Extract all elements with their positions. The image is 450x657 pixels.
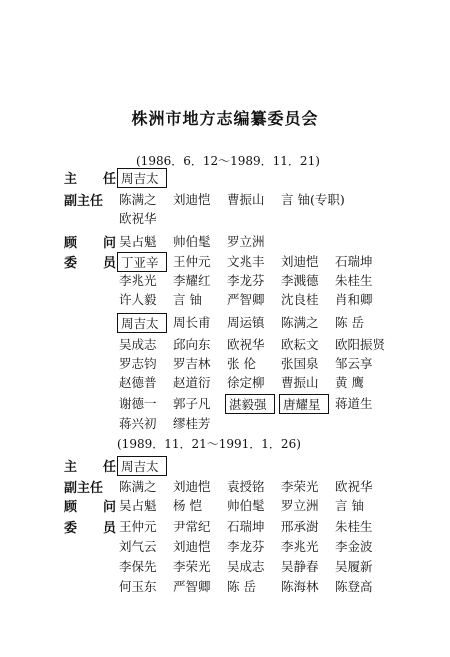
term1-member-row [117, 290, 387, 308]
person-name: 严智卿 [173, 579, 211, 594]
term1-vice-label: 副主任 [64, 194, 104, 209]
person-name: 尹常纪 [173, 519, 211, 534]
term1-member-row [117, 373, 387, 391]
person-name: 曹振山 [227, 192, 265, 207]
person-name: 石瑞坤 [335, 254, 373, 269]
person-name: 罗立洲 [281, 498, 319, 513]
person-name: 蒋兴初 [119, 416, 157, 431]
person-name: 欧耘文 [281, 337, 319, 352]
person-name: 邹云享 [335, 356, 373, 371]
person-name: 陈 岳 [227, 579, 256, 594]
term2-member-row [117, 517, 387, 535]
person-name: 李龙芬 [227, 539, 265, 554]
person-name: 周长甫 [173, 315, 211, 330]
person-name: 黄 鹰 [335, 375, 364, 390]
person-name: 吴成志 [227, 559, 265, 574]
person-name: 罗志钧 [119, 356, 157, 371]
term1-chairman-name: 周吉太 [117, 168, 167, 188]
term2-member-label: 委 员 [64, 521, 116, 536]
term1-advisor-row [117, 232, 279, 250]
person-name: 朱桂生 [335, 273, 373, 288]
person-name: 杨 恺 [173, 498, 202, 513]
term2-advisor-label: 顾 问 [64, 500, 116, 515]
person-name: 肖和卿 [335, 292, 373, 307]
person-name: 沈良桂 [281, 292, 319, 307]
person-name: 王仲元 [173, 254, 211, 269]
person-name: 陈 岳 [335, 315, 364, 330]
person-name: 罗立洲 [227, 234, 265, 249]
person-name: 郭子凡 [173, 396, 211, 411]
person-name: 吴履新 [335, 559, 373, 574]
person-name: 陈海林 [281, 579, 319, 594]
person-name: 言 铀(专职) [281, 192, 345, 207]
term1-vice-row-2 [117, 209, 171, 227]
person-name: 丁亚辛 [117, 252, 167, 272]
term1-member-row [117, 354, 387, 372]
person-name: 刘迪恺 [281, 254, 319, 269]
person-name: 何玉东 [119, 579, 157, 594]
person-name: 蒋道生 [335, 396, 373, 411]
term2-chairman-row [117, 456, 171, 476]
person-name: 欧祝华 [227, 337, 265, 352]
person-name: 吴占魁 [119, 234, 157, 249]
person-name: 李耀红 [173, 273, 211, 288]
term2-vice-label: 副主任 [64, 481, 104, 496]
term2-member-row [117, 537, 387, 555]
person-name: 刘迪恺 [173, 539, 211, 554]
person-name: 李兆光 [119, 273, 157, 288]
person-name: 严智卿 [227, 292, 265, 307]
term2-vice-row [117, 477, 387, 495]
person-name: 李龙芬 [227, 273, 265, 288]
person-name: 欧阳振贤 [335, 337, 386, 352]
person-name: 周吉太 [117, 313, 167, 333]
term1-member-row [117, 414, 225, 432]
term2-chairman-label: 主 任 [64, 460, 116, 475]
person-name: 帅伯髦 [227, 498, 265, 513]
person-name: 李荣光 [281, 479, 319, 494]
person-name: 石瑞坤 [227, 519, 265, 534]
person-name: 张国泉 [281, 356, 319, 371]
person-name: 李溅德 [281, 273, 319, 288]
term1-member-label: 委 员 [64, 256, 116, 271]
person-name: 许人毅 [119, 292, 157, 307]
term1-member-row [117, 271, 387, 289]
person-name: 吴成志 [119, 337, 157, 352]
person-name: 刘气云 [119, 539, 157, 554]
person-name: 陈满之 [281, 315, 319, 330]
term1-period: (1986．6．12～1989．11．21) [136, 154, 320, 168]
term1-member-row [117, 394, 387, 414]
person-name: 谢德一 [119, 396, 157, 411]
person-name: 李保先 [119, 559, 157, 574]
term2-chairman-name: 周吉太 [117, 456, 167, 476]
person-name: 陈登高 [335, 579, 373, 594]
person-name: 徐定柳 [227, 375, 265, 390]
term1-advisor-label: 顾 问 [64, 236, 116, 251]
term1-chairman-label: 主 任 [64, 172, 116, 187]
person-name: 张 伦 [227, 356, 256, 371]
person-name: 邢承澍 [281, 519, 319, 534]
term1-member-row [117, 313, 387, 333]
person-name: 吴静春 [281, 559, 319, 574]
person-name: 吴占魁 [119, 498, 157, 513]
person-name: 李金波 [335, 539, 373, 554]
document-title: 株洲市地方志编纂委员会 [131, 109, 319, 128]
person-name: 邱向东 [173, 337, 211, 352]
person-name: 袁授铭 [227, 479, 265, 494]
person-name: 唐耀星 [279, 394, 329, 414]
person-name: 李兆光 [281, 539, 319, 554]
person-name: 陈满之 [119, 479, 157, 494]
person-name: 周运镇 [227, 315, 265, 330]
term1-chairman-row [117, 168, 171, 188]
person-name: 赵道衍 [173, 375, 211, 390]
person-name: 罗吉林 [173, 356, 211, 371]
person-name: 言 铀 [173, 292, 202, 307]
person-name: 王仲元 [119, 519, 157, 534]
person-name: 言 铀 [335, 498, 364, 513]
term1-member-row [117, 335, 387, 353]
person-name: 李荣光 [173, 559, 211, 574]
person-name: 刘迪恺 [173, 192, 211, 207]
term2-member-row [117, 577, 387, 595]
person-name: 欧祝华 [335, 479, 373, 494]
term2-period: (1989．11．21～1991．1．26) [117, 437, 301, 451]
term1-member-row [117, 252, 387, 272]
person-name: 陈满之 [119, 192, 157, 207]
person-name: 刘迪恺 [173, 479, 211, 494]
person-name: 缪桂芳 [173, 416, 211, 431]
person-name: 帅伯髦 [173, 234, 211, 249]
term1-vice-row-1 [117, 190, 389, 208]
person-name: 湛毅强 [225, 394, 275, 414]
person-name: 欧祝华 [119, 211, 157, 226]
term2-advisor-row [117, 496, 387, 514]
person-name: 朱桂生 [335, 519, 373, 534]
person-name: 赵德普 [119, 375, 157, 390]
person-name: 曹振山 [281, 375, 319, 390]
term2-member-row [117, 557, 387, 575]
person-name: 文兆丰 [227, 254, 265, 269]
